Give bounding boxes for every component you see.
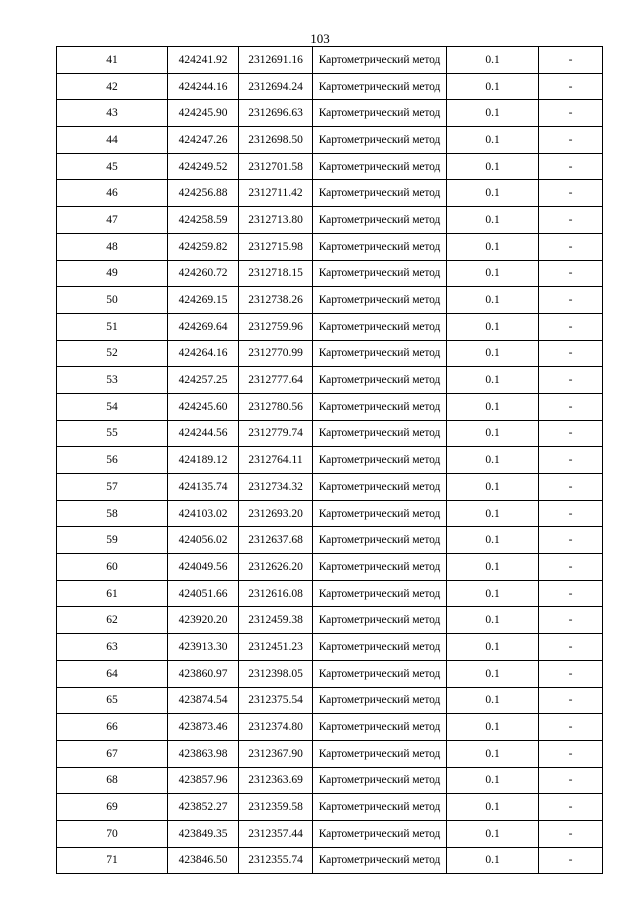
method-cell: Картометрический метод bbox=[313, 340, 447, 367]
point-number-cell: 56 bbox=[57, 447, 168, 474]
accuracy-cell: 0.1 bbox=[447, 207, 539, 234]
method-cell: Картометрический метод bbox=[313, 127, 447, 154]
note-cell: - bbox=[539, 393, 603, 420]
table-row bbox=[57, 794, 603, 821]
point-number-cell: 53 bbox=[57, 367, 168, 394]
coordinates-table bbox=[56, 46, 603, 874]
method-cell: Картометрический метод bbox=[313, 527, 447, 554]
table-row bbox=[57, 367, 603, 394]
accuracy-cell: 0.1 bbox=[447, 313, 539, 340]
y-coordinate-cell: 2312459.38 bbox=[239, 607, 313, 634]
method-cell: Картометрический метод bbox=[313, 767, 447, 794]
accuracy-cell: 0.1 bbox=[447, 73, 539, 100]
point-number-cell: 69 bbox=[57, 794, 168, 821]
accuracy-cell: 0.1 bbox=[447, 47, 539, 74]
table-row bbox=[57, 153, 603, 180]
table-row bbox=[57, 47, 603, 74]
accuracy-cell: 0.1 bbox=[447, 820, 539, 847]
x-coordinate-cell: 424056.02 bbox=[168, 527, 239, 554]
table-row bbox=[57, 313, 603, 340]
x-coordinate-cell: 424135.74 bbox=[168, 474, 239, 501]
note-cell: - bbox=[539, 527, 603, 554]
point-number-cell: 49 bbox=[57, 260, 168, 287]
note-cell: - bbox=[539, 153, 603, 180]
table-row bbox=[57, 634, 603, 661]
y-coordinate-cell: 2312779.74 bbox=[239, 420, 313, 447]
table-row bbox=[57, 767, 603, 794]
point-number-cell: 52 bbox=[57, 340, 168, 367]
point-number-cell: 64 bbox=[57, 660, 168, 687]
x-coordinate-cell: 424249.52 bbox=[168, 153, 239, 180]
point-number-cell: 63 bbox=[57, 634, 168, 661]
x-coordinate-cell: 423852.27 bbox=[168, 794, 239, 821]
note-cell: - bbox=[539, 100, 603, 127]
note-cell: - bbox=[539, 580, 603, 607]
table-row bbox=[57, 207, 603, 234]
accuracy-cell: 0.1 bbox=[447, 287, 539, 314]
accuracy-cell: 0.1 bbox=[447, 474, 539, 501]
point-number-cell: 47 bbox=[57, 207, 168, 234]
y-coordinate-cell: 2312777.64 bbox=[239, 367, 313, 394]
method-cell: Картометрический метод bbox=[313, 580, 447, 607]
x-coordinate-cell: 424256.88 bbox=[168, 180, 239, 207]
accuracy-cell: 0.1 bbox=[447, 660, 539, 687]
point-number-cell: 55 bbox=[57, 420, 168, 447]
point-number-cell: 41 bbox=[57, 47, 168, 74]
y-coordinate-cell: 2312770.99 bbox=[239, 340, 313, 367]
method-cell: Картометрический метод bbox=[313, 554, 447, 581]
table-row bbox=[57, 100, 603, 127]
point-number-cell: 46 bbox=[57, 180, 168, 207]
x-coordinate-cell: 424259.82 bbox=[168, 233, 239, 260]
y-coordinate-cell: 2312693.20 bbox=[239, 500, 313, 527]
x-coordinate-cell: 424051.66 bbox=[168, 580, 239, 607]
table-row bbox=[57, 714, 603, 741]
accuracy-cell: 0.1 bbox=[447, 233, 539, 260]
note-cell: - bbox=[539, 740, 603, 767]
accuracy-cell: 0.1 bbox=[447, 500, 539, 527]
note-cell: - bbox=[539, 660, 603, 687]
note-cell: - bbox=[539, 794, 603, 821]
table-row bbox=[57, 607, 603, 634]
x-coordinate-cell: 424189.12 bbox=[168, 447, 239, 474]
y-coordinate-cell: 2312359.58 bbox=[239, 794, 313, 821]
x-coordinate-cell: 423913.30 bbox=[168, 634, 239, 661]
accuracy-cell: 0.1 bbox=[447, 180, 539, 207]
x-coordinate-cell: 424244.56 bbox=[168, 420, 239, 447]
accuracy-cell: 0.1 bbox=[447, 420, 539, 447]
point-number-cell: 48 bbox=[57, 233, 168, 260]
note-cell: - bbox=[539, 447, 603, 474]
point-number-cell: 66 bbox=[57, 714, 168, 741]
y-coordinate-cell: 2312759.96 bbox=[239, 313, 313, 340]
point-number-cell: 50 bbox=[57, 287, 168, 314]
method-cell: Картометрический метод bbox=[313, 313, 447, 340]
table-row bbox=[57, 660, 603, 687]
accuracy-cell: 0.1 bbox=[447, 634, 539, 661]
method-cell: Картометрический метод bbox=[313, 820, 447, 847]
point-number-cell: 59 bbox=[57, 527, 168, 554]
y-coordinate-cell: 2312398.05 bbox=[239, 660, 313, 687]
note-cell: - bbox=[539, 313, 603, 340]
accuracy-cell: 0.1 bbox=[447, 580, 539, 607]
x-coordinate-cell: 424260.72 bbox=[168, 260, 239, 287]
accuracy-cell: 0.1 bbox=[447, 714, 539, 741]
method-cell: Картометрический метод bbox=[313, 687, 447, 714]
accuracy-cell: 0.1 bbox=[447, 340, 539, 367]
note-cell: - bbox=[539, 420, 603, 447]
method-cell: Картометрический метод bbox=[313, 47, 447, 74]
x-coordinate-cell: 423874.54 bbox=[168, 687, 239, 714]
method-cell: Картометрический метод bbox=[313, 714, 447, 741]
method-cell: Картометрический метод bbox=[313, 607, 447, 634]
x-coordinate-cell: 423860.97 bbox=[168, 660, 239, 687]
note-cell: - bbox=[539, 340, 603, 367]
note-cell: - bbox=[539, 233, 603, 260]
x-coordinate-cell: 424269.64 bbox=[168, 313, 239, 340]
accuracy-cell: 0.1 bbox=[447, 447, 539, 474]
x-coordinate-cell: 424245.60 bbox=[168, 393, 239, 420]
y-coordinate-cell: 2312738.26 bbox=[239, 287, 313, 314]
accuracy-cell: 0.1 bbox=[447, 393, 539, 420]
point-number-cell: 60 bbox=[57, 554, 168, 581]
method-cell: Картометрический метод bbox=[313, 100, 447, 127]
table-row bbox=[57, 687, 603, 714]
y-coordinate-cell: 2312713.80 bbox=[239, 207, 313, 234]
table-row bbox=[57, 73, 603, 100]
y-coordinate-cell: 2312764.11 bbox=[239, 447, 313, 474]
table-row bbox=[57, 447, 603, 474]
point-number-cell: 68 bbox=[57, 767, 168, 794]
accuracy-cell: 0.1 bbox=[447, 847, 539, 874]
note-cell: - bbox=[539, 287, 603, 314]
note-cell: - bbox=[539, 554, 603, 581]
point-number-cell: 43 bbox=[57, 100, 168, 127]
note-cell: - bbox=[539, 634, 603, 661]
table-row bbox=[57, 233, 603, 260]
accuracy-cell: 0.1 bbox=[447, 260, 539, 287]
y-coordinate-cell: 2312355.74 bbox=[239, 847, 313, 874]
x-coordinate-cell: 423873.46 bbox=[168, 714, 239, 741]
note-cell: - bbox=[539, 73, 603, 100]
table-row bbox=[57, 127, 603, 154]
table-row bbox=[57, 393, 603, 420]
note-cell: - bbox=[539, 127, 603, 154]
method-cell: Картометрический метод bbox=[313, 420, 447, 447]
y-coordinate-cell: 2312616.08 bbox=[239, 580, 313, 607]
x-coordinate-cell: 423857.96 bbox=[168, 767, 239, 794]
x-coordinate-cell: 423846.50 bbox=[168, 847, 239, 874]
y-coordinate-cell: 2312367.90 bbox=[239, 740, 313, 767]
point-number-cell: 70 bbox=[57, 820, 168, 847]
page-number: 103 bbox=[310, 31, 330, 46]
table-row bbox=[57, 554, 603, 581]
method-cell: Картометрический метод bbox=[313, 847, 447, 874]
method-cell: Картометрический метод bbox=[313, 794, 447, 821]
method-cell: Картометрический метод bbox=[313, 447, 447, 474]
note-cell: - bbox=[539, 207, 603, 234]
method-cell: Картометрический метод bbox=[313, 233, 447, 260]
note-cell: - bbox=[539, 47, 603, 74]
x-coordinate-cell: 424247.26 bbox=[168, 127, 239, 154]
point-number-cell: 57 bbox=[57, 474, 168, 501]
point-number-cell: 62 bbox=[57, 607, 168, 634]
method-cell: Картометрический метод bbox=[313, 180, 447, 207]
method-cell: Картометрический метод bbox=[313, 260, 447, 287]
y-coordinate-cell: 2312698.50 bbox=[239, 127, 313, 154]
y-coordinate-cell: 2312691.16 bbox=[239, 47, 313, 74]
method-cell: Картометрический метод bbox=[313, 474, 447, 501]
note-cell: - bbox=[539, 180, 603, 207]
note-cell: - bbox=[539, 767, 603, 794]
accuracy-cell: 0.1 bbox=[447, 794, 539, 821]
note-cell: - bbox=[539, 367, 603, 394]
point-number-cell: 44 bbox=[57, 127, 168, 154]
point-number-cell: 61 bbox=[57, 580, 168, 607]
x-coordinate-cell: 424257.25 bbox=[168, 367, 239, 394]
table-row bbox=[57, 340, 603, 367]
y-coordinate-cell: 2312701.58 bbox=[239, 153, 313, 180]
y-coordinate-cell: 2312451.23 bbox=[239, 634, 313, 661]
method-cell: Картометрический метод bbox=[313, 634, 447, 661]
table-row bbox=[57, 847, 603, 874]
point-number-cell: 54 bbox=[57, 393, 168, 420]
method-cell: Картометрический метод bbox=[313, 740, 447, 767]
x-coordinate-cell: 424245.90 bbox=[168, 100, 239, 127]
note-cell: - bbox=[539, 714, 603, 741]
note-cell: - bbox=[539, 500, 603, 527]
y-coordinate-cell: 2312363.69 bbox=[239, 767, 313, 794]
x-coordinate-cell: 423863.98 bbox=[168, 740, 239, 767]
note-cell: - bbox=[539, 847, 603, 874]
method-cell: Картометрический метод bbox=[313, 660, 447, 687]
table-row bbox=[57, 474, 603, 501]
x-coordinate-cell: 424258.59 bbox=[168, 207, 239, 234]
x-coordinate-cell: 424103.02 bbox=[168, 500, 239, 527]
method-cell: Картометрический метод bbox=[313, 287, 447, 314]
accuracy-cell: 0.1 bbox=[447, 607, 539, 634]
method-cell: Картометрический метод bbox=[313, 73, 447, 100]
y-coordinate-cell: 2312718.15 bbox=[239, 260, 313, 287]
accuracy-cell: 0.1 bbox=[447, 527, 539, 554]
y-coordinate-cell: 2312780.56 bbox=[239, 393, 313, 420]
accuracy-cell: 0.1 bbox=[447, 127, 539, 154]
point-number-cell: 65 bbox=[57, 687, 168, 714]
method-cell: Картометрический метод bbox=[313, 500, 447, 527]
y-coordinate-cell: 2312626.20 bbox=[239, 554, 313, 581]
x-coordinate-cell: 424244.16 bbox=[168, 73, 239, 100]
table-row bbox=[57, 740, 603, 767]
method-cell: Картометрический метод bbox=[313, 207, 447, 234]
x-coordinate-cell: 423849.35 bbox=[168, 820, 239, 847]
y-coordinate-cell: 2312374.80 bbox=[239, 714, 313, 741]
x-coordinate-cell: 424049.56 bbox=[168, 554, 239, 581]
accuracy-cell: 0.1 bbox=[447, 554, 539, 581]
note-cell: - bbox=[539, 607, 603, 634]
table-row bbox=[57, 527, 603, 554]
accuracy-cell: 0.1 bbox=[447, 767, 539, 794]
y-coordinate-cell: 2312637.68 bbox=[239, 527, 313, 554]
table-row bbox=[57, 580, 603, 607]
y-coordinate-cell: 2312375.54 bbox=[239, 687, 313, 714]
point-number-cell: 71 bbox=[57, 847, 168, 874]
table-row bbox=[57, 820, 603, 847]
point-number-cell: 58 bbox=[57, 500, 168, 527]
coordinates-table-body bbox=[57, 47, 603, 874]
table-row bbox=[57, 420, 603, 447]
y-coordinate-cell: 2312734.32 bbox=[239, 474, 313, 501]
point-number-cell: 45 bbox=[57, 153, 168, 180]
y-coordinate-cell: 2312694.24 bbox=[239, 73, 313, 100]
accuracy-cell: 0.1 bbox=[447, 100, 539, 127]
y-coordinate-cell: 2312357.44 bbox=[239, 820, 313, 847]
x-coordinate-cell: 423920.20 bbox=[168, 607, 239, 634]
accuracy-cell: 0.1 bbox=[447, 153, 539, 180]
table-row bbox=[57, 287, 603, 314]
note-cell: - bbox=[539, 820, 603, 847]
point-number-cell: 67 bbox=[57, 740, 168, 767]
method-cell: Картометрический метод bbox=[313, 393, 447, 420]
y-coordinate-cell: 2312711.42 bbox=[239, 180, 313, 207]
point-number-cell: 42 bbox=[57, 73, 168, 100]
x-coordinate-cell: 424269.15 bbox=[168, 287, 239, 314]
x-coordinate-cell: 424241.92 bbox=[168, 47, 239, 74]
y-coordinate-cell: 2312715.98 bbox=[239, 233, 313, 260]
method-cell: Картометрический метод bbox=[313, 153, 447, 180]
accuracy-cell: 0.1 bbox=[447, 367, 539, 394]
table-row bbox=[57, 500, 603, 527]
note-cell: - bbox=[539, 687, 603, 714]
table-row bbox=[57, 260, 603, 287]
note-cell: - bbox=[539, 474, 603, 501]
accuracy-cell: 0.1 bbox=[447, 687, 539, 714]
y-coordinate-cell: 2312696.63 bbox=[239, 100, 313, 127]
x-coordinate-cell: 424264.16 bbox=[168, 340, 239, 367]
method-cell: Картометрический метод bbox=[313, 367, 447, 394]
note-cell: - bbox=[539, 260, 603, 287]
point-number-cell: 51 bbox=[57, 313, 168, 340]
accuracy-cell: 0.1 bbox=[447, 740, 539, 767]
table-row bbox=[57, 180, 603, 207]
